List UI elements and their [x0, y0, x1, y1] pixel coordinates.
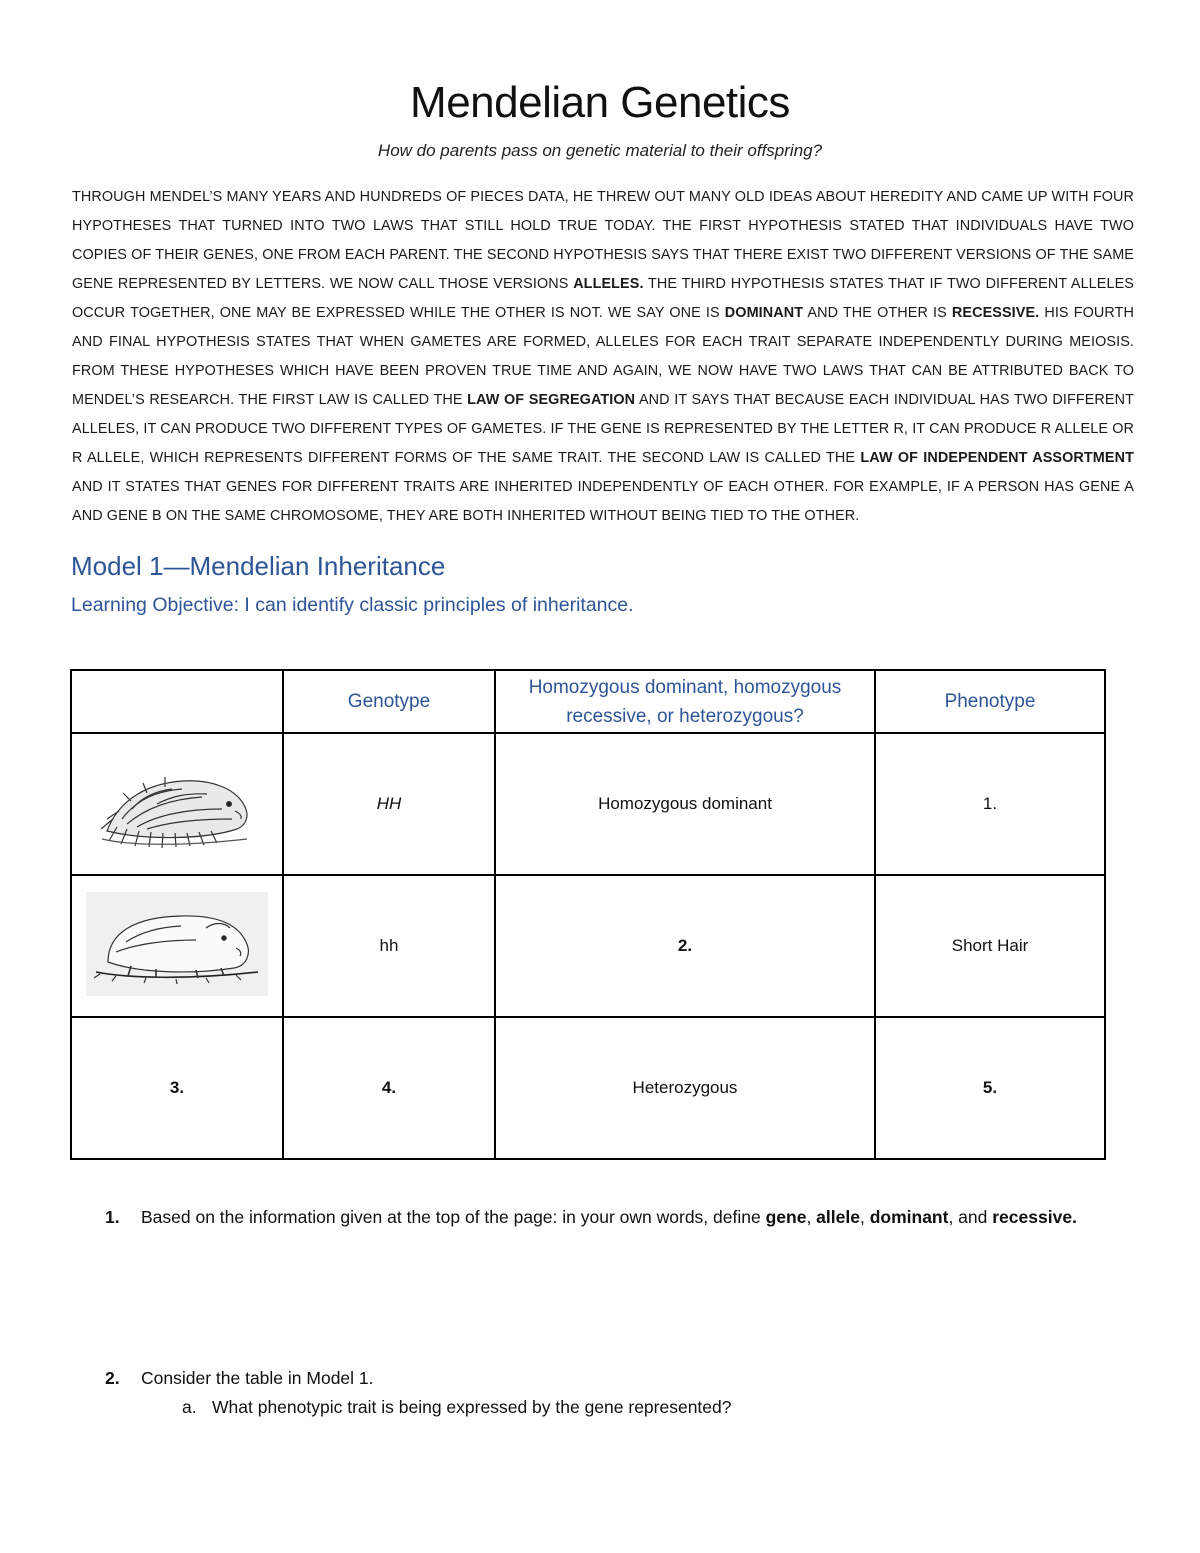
intro-paragraph: THROUGH MENDEL’S MANY YEARS AND HUNDREDS OF PIECES DATA, HE THREW OUT MANY OLD IDEAS ABOUT HEREDITY AND CAME UP WITH FOUR HYPOTHESES THAT TURNED INTO TWO LAWS THAT STILL HOLD TRUE TODAY. THE FIRST HYPOTHESIS STATED THAT INDIVIDUALS HAVE TWO COPIES OF THEIR GENES, ONE FROM EACH PARENT. THE SECOND HYPOTHESIS SAYS THAT THERE EXIST TWO DIFFERENT VERSIONS OF THE SAME GENE REPRESENTED BY LETTERS. WE NOW CALL THOSE VERSIONS ALLELES. THE THIRD HYPOTHESIS STATES THAT IF TWO DIFFERENT ALLELES OCCUR TOGETHER, ONE MAY BE EXPRESSED WHILE THE OTHER IS NOT. WE SAY ONE IS DOMINANT AND THE OTHER IS RECESSIVE. HIS FOURTH AND FINAL HYPOTHESIS STATES THAT WHEN GAMETES ARE FORMED, ALLELES FOR EACH TRAIT SEPARATE INDEPENDENTLY DURING MEIOSIS. FROM THESE HYPOTHESES WHICH HAVE BEEN PROVEN TRUE TIME AND AGAIN, WE NOW HAVE TWO LAWS THAT CAN BE ATTRIBUTED BACK TO MENDEL’S RESEARCH. THE FIRST LAW IS CALLED THE LAW OF SEGREGATION AND IT SAYS THAT BECAUSE EACH INDIVIDUAL HAS TWO DIFFERENT ALLELES, IT CAN PRODUCE TWO DIFFERENT TYPES OF GAMETES. IF THE GENE IS REPRESENTED BY THE LETTER R, IT CAN PRODUCE R ALLELE OR R ALLELE, WHICH REPRESENTS DIFFERENT FORMS OF THE SAME TRAIT. THE SECOND LAW IS CALLED THE LAW OF INDEPENDENT ASSORTMENT AND IT STATES THAT GENES FOR DIFFERENT TRAITS ARE INHERITED INDEPENDENTLY OF EACH OTHER. FOR EXAMPLE, IF A PERSON HAS GENE A AND GENE B ON THE SAME CHROMOSOME, THEY ARE BOTH INHERITED WITHOUT BEING TIED TO THE OTHER.	[72, 189, 1134, 524]
table-row	[71, 1017, 1105, 1159]
header-image	[71, 670, 283, 733]
cell-phenotype: Short Hair	[875, 875, 1105, 1017]
term-alleles: ALLELES.	[573, 276, 644, 292]
header-genotype: Genotype	[283, 670, 495, 733]
cell-genotype: HH	[283, 733, 495, 875]
question-2-number: 2.	[105, 1368, 120, 1388]
page-subtitle: How do parents pass on genetic material to their offspring?	[377, 141, 823, 160]
cell-genotype: hh	[283, 875, 495, 1017]
header-zygosity: Homozygous dominant, homozygous recessive, or heterozygous?	[495, 670, 875, 733]
cell-image	[71, 875, 283, 1017]
question-2a: a. What phenotypic trait is being expressed by the gene represented?	[212, 1393, 1112, 1422]
question-1-number: 1.	[105, 1207, 120, 1227]
question-1: 1. Based on the information given at the top of the page: in your own words, define gene, allele, dominant, and recessive.	[141, 1203, 1106, 1232]
table-row	[71, 875, 1105, 1017]
cell-image	[71, 733, 283, 875]
cell-image: 3.	[71, 1017, 283, 1159]
term-law-of-segregation: LAW OF SEGREGATION	[467, 392, 636, 408]
term-recessive: RECESSIVE.	[951, 305, 1040, 321]
short-haired-guinea-pig-image	[86, 892, 268, 996]
page-title: Mendelian Genetics	[410, 78, 790, 127]
cell-zygosity: Heterozygous	[495, 1017, 875, 1159]
cell-phenotype: 5.	[875, 1017, 1105, 1159]
table-row	[71, 733, 1105, 875]
cell-phenotype: 1.	[875, 733, 1105, 875]
model-table	[70, 669, 1106, 1160]
cell-genotype: 4.	[283, 1017, 495, 1159]
cell-zygosity: 2.	[495, 875, 875, 1017]
term-law-of-independent-assortment: LAW OF INDEPENDENT ASSORTMENT	[860, 450, 1134, 466]
long-haired-guinea-pig-image	[87, 749, 267, 859]
term-dominant: DOMINANT	[724, 305, 804, 321]
table-header-row	[71, 670, 1105, 733]
model-title: Model 1—Mendelian Inheritance	[71, 551, 446, 581]
question-2a-letter: a.	[182, 1397, 197, 1417]
learning-objective: Learning Objective: I can identify classic principles of inheritance.	[71, 594, 634, 616]
question-2: 2. Consider the table in Model 1.	[141, 1364, 1106, 1393]
header-phenotype: Phenotype	[875, 670, 1105, 733]
cell-zygosity: Homozygous dominant	[495, 733, 875, 875]
